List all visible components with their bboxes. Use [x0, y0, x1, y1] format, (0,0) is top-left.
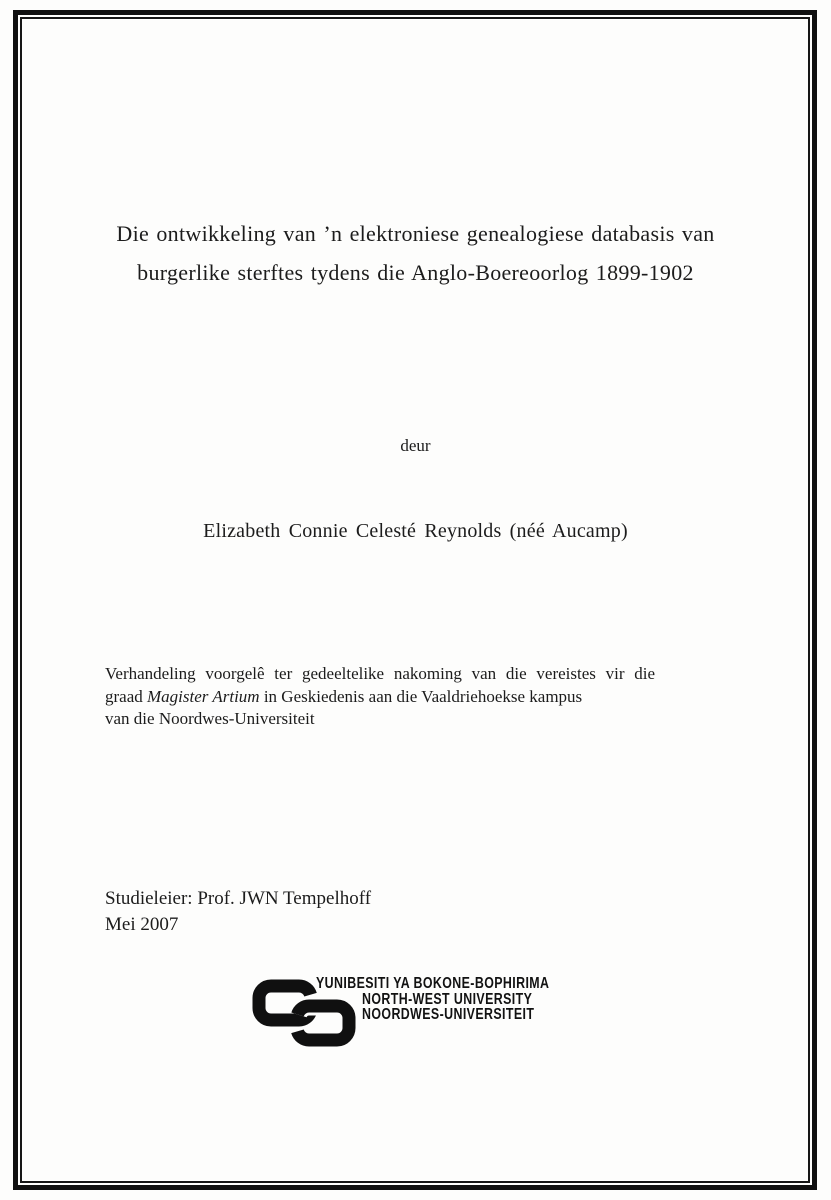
thesis-title: [40, 214, 791, 292]
logo-line-afrikaans: NOORDWES-UNIVERSITEIT: [362, 1006, 535, 1023]
thesis-title-line1: Die ontwikkeling van ’n elektroniese genealogiese databasis van: [116, 221, 715, 246]
degree-statement-line2: [105, 686, 730, 709]
byline-deur: deur: [400, 436, 431, 455]
supervisor-line: Studieleier: Prof. JWN Tempelhoff: [105, 888, 372, 909]
supervisor-date-block: [105, 886, 371, 938]
logo-line-english: NORTH-WEST UNIVERSITY: [362, 990, 533, 1008]
degree-statement-line2-pre: graad: [105, 686, 148, 706]
degree-name-italic: Magister Artium: [147, 686, 260, 706]
university-logo-wordmark: [316, 976, 608, 1023]
date-line: Mei 2007: [105, 914, 179, 935]
degree-statement-line3: van die Noordwes-Universiteit: [105, 709, 315, 728]
degree-statement-line2-post: in Geskiedenis aan die Vaaldriehoekse kampus: [259, 686, 583, 706]
university-logo: [252, 974, 582, 1054]
degree-statement: [105, 663, 730, 731]
thesis-title-line2: burgerlike sterftes tydens die Anglo-Boereoorlog 1899-1902: [137, 260, 694, 285]
author-name: Elizabeth Connie Celesté Reynolds (néé Aucamp): [203, 520, 628, 542]
logo-line-setswana: YUNIBESITI YA BOKONE-BOPHIRIMA: [316, 975, 550, 992]
degree-statement-line1: Verhandeling voorgelê ter gedeeltelike nakoming van die vereistes vir die: [105, 664, 656, 683]
